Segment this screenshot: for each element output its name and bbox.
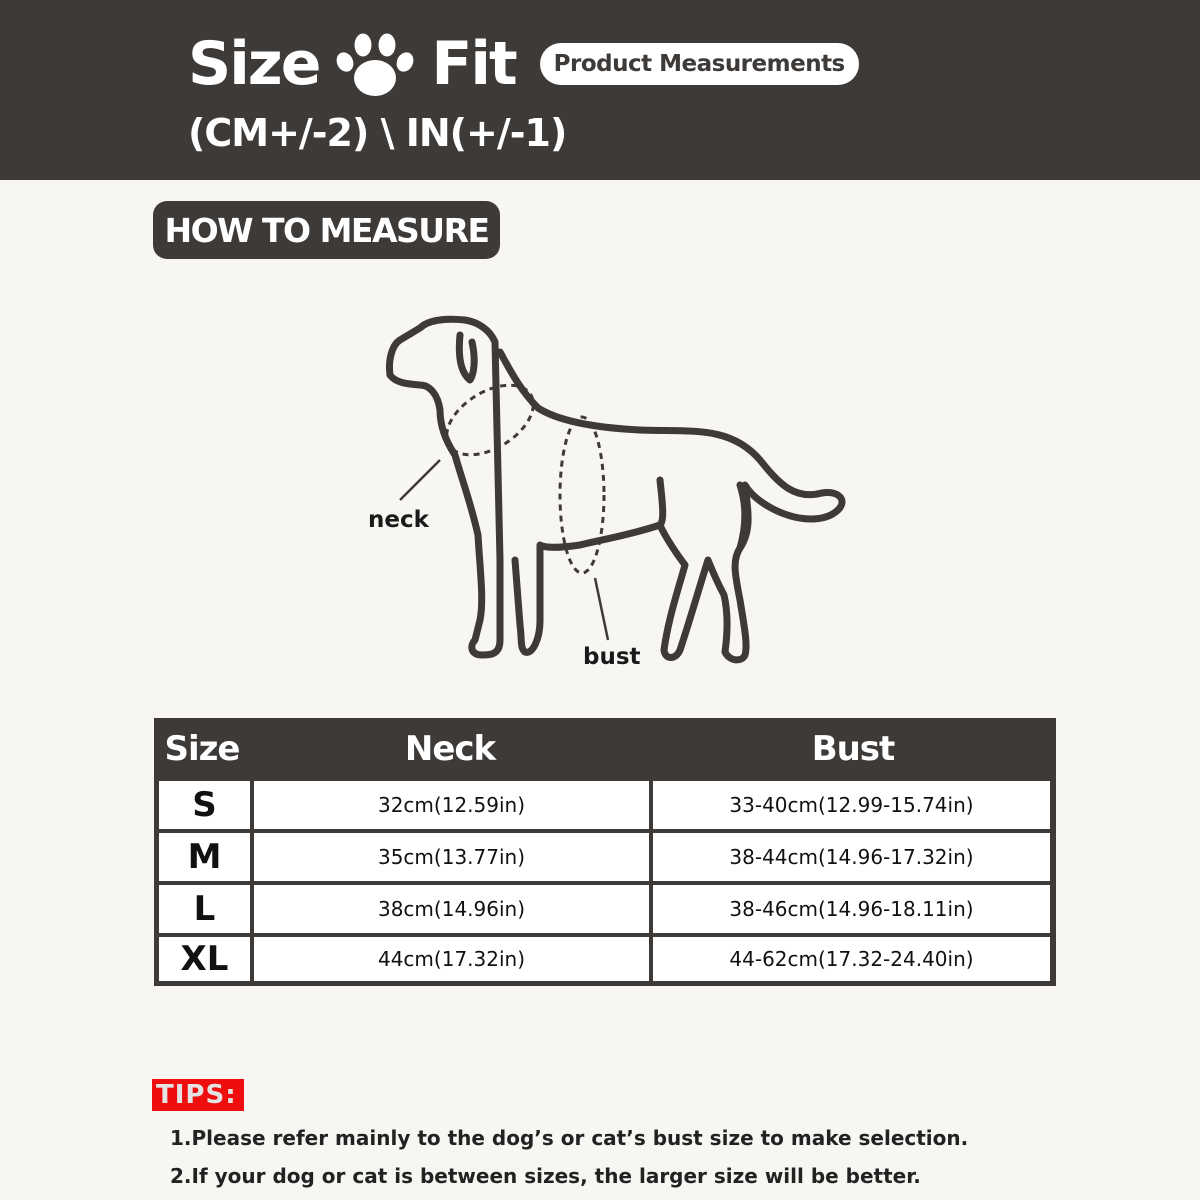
row-xl-bust: 44-62cm(17.32-24.40in): [653, 937, 1050, 981]
tip-line-2: 2.If your dog or cat is between sizes, the larger size will be better.: [170, 1164, 921, 1188]
neck-label: neck: [368, 507, 429, 533]
dog-hind-inner: [740, 485, 745, 548]
tips-label: TIPS:: [152, 1079, 244, 1111]
row-s-bust: 33-40cm(12.99-15.74in): [653, 781, 1050, 829]
row-m-bust: 38-44cm(14.96-17.32in): [653, 833, 1050, 881]
dog-diagram: [360, 300, 860, 680]
size-chart-table: [154, 718, 1056, 986]
tip-line-1: 1.Please refer mainly to the dog’s or cat’s bust size to make selection.: [170, 1126, 969, 1150]
dog-ear: [459, 335, 474, 380]
bust-pointer: [595, 578, 608, 640]
header-size: Size: [164, 729, 240, 769]
tolerance-subtitle: (CM+/-2) \ IN(+/-1): [188, 111, 567, 155]
header-neck: Neck: [404, 729, 496, 769]
neck-pointer: [400, 460, 440, 500]
header-bust: Bust: [811, 729, 895, 769]
how-to-measure-badge: HOW TO MEASURE: [153, 201, 500, 259]
row-l-bust: 38-46cm(14.96-18.11in): [653, 885, 1050, 933]
dog-back-leg: [660, 480, 663, 525]
title-row: [188, 24, 859, 104]
row-s-neck: 32cm(12.59in): [254, 781, 649, 829]
row-l-size: L: [159, 885, 250, 933]
header-banner: [0, 0, 1200, 180]
product-measurements-badge: Product Measurements: [540, 43, 859, 85]
row-m-neck: 35cm(13.77in): [254, 833, 649, 881]
paw-icon: [333, 26, 417, 102]
bust-label: bust: [583, 644, 641, 670]
row-m-size: M: [159, 833, 250, 881]
bust-measure-ellipse: [560, 417, 604, 573]
dog-outline: [389, 319, 842, 660]
title-fit: Fit: [431, 29, 516, 99]
row-l-neck: 38cm(14.96in): [254, 885, 649, 933]
row-s-size: S: [159, 781, 250, 829]
row-xl-neck: 44cm(17.32in): [254, 937, 649, 981]
row-xl-size: XL: [159, 937, 250, 981]
title-size: Size: [188, 29, 320, 99]
